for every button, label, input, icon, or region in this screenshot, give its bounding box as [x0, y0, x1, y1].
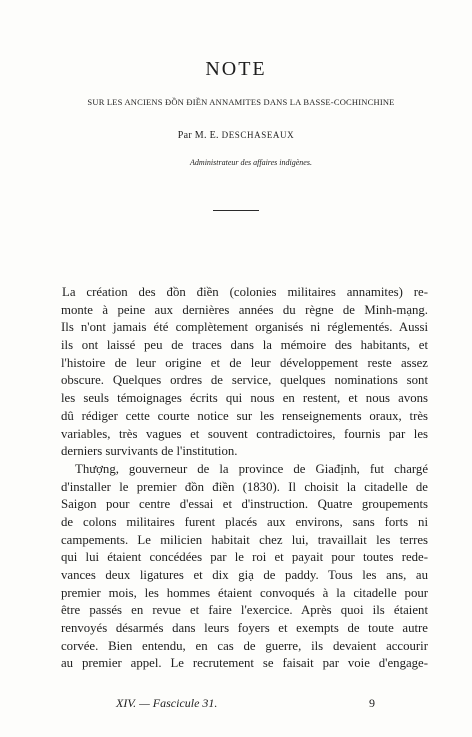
text-line: qui lui étaient concédées par le roi et payait pour toutes rede- [61, 550, 428, 565]
page-subtitle: SUR LES ANCIENS ĐỒN ĐIỀN ANNAMITES DANS LA BASSE-COCHINCHINE [87, 97, 395, 107]
text-line: être passés en revue et faire l'exercice. Après quoi ils étaient [61, 603, 428, 618]
separator-rule [213, 210, 259, 211]
text-line: monte à peine aux dernières années du règne de Minh-mạng. [61, 302, 428, 317]
paragraph-1 [61, 284, 428, 461]
text-line: La création des đồn điền (colonies militaires annamites) re- [62, 285, 428, 299]
body-text [61, 284, 428, 673]
author-role: Administrateur des affaires indigènes. [190, 158, 312, 167]
text-line: variables, très vagues et souvent contradictoires, fournis par les [61, 426, 428, 441]
text-line: ils ont laissé peu de traces dans la mémoire des habitants, et [61, 338, 428, 353]
author-prefix: Par M. E. [177, 130, 222, 141]
author-name: DESCHASEAUX [221, 130, 295, 140]
page-title: NOTE [205, 58, 267, 80]
text-line: derniers survivants de l'institution. [61, 444, 238, 459]
text-line: les seuls témoignages écrits qui nous en restent, et nous avons [61, 391, 428, 406]
text-line: Thượng, gouverneur de la province de Giađịnh, fut chargé [75, 461, 428, 476]
text-line: obscure. Quelques ordres de service, quelques nominations sont [61, 373, 428, 388]
text-line: renvoyés désarmés dans leurs foyers et exempts de toute autre [61, 621, 428, 636]
text-line: Ils n'ont jamais été complètement organisés ni réglementés. Aussi [61, 320, 428, 335]
text-line: l'histoire de leur origine et de leur développement reste assez [61, 355, 428, 370]
text-line: d'installer le premier đồn điền (1830). Il choisit la citadelle de [61, 479, 428, 494]
text-line: vances deux ligatures et dix giạ de paddy. Tous les ans, au [61, 568, 428, 582]
text-line: au premier appel. Le recrutement se faisait par voie d'engage- [61, 656, 428, 671]
page-footer [0, 696, 472, 712]
paragraph-2 [61, 461, 428, 673]
text-line: corvée. Bien entendu, en cas de guerre, ils devaient accourir [61, 638, 428, 653]
text-line: Saigon pour centre d'essai et d'instruction. Quatre groupements [61, 497, 428, 512]
author-line [0, 130, 472, 141]
signature-mark: XIV. — Fascicule 31. [116, 696, 218, 710]
page-number: 9 [369, 696, 375, 710]
text-line: campements. Le milicien habitait chez lui, travaillait les terres [61, 532, 428, 547]
text-line: de colons militaires furent placés aux environs, sans forts ni [61, 514, 428, 529]
text-line: premier mois, les hommes étaient convoqués à la citadelle pour [61, 585, 428, 600]
text-line: dû rédiger cette courte notice sur les renseignements oraux, très [61, 408, 428, 423]
